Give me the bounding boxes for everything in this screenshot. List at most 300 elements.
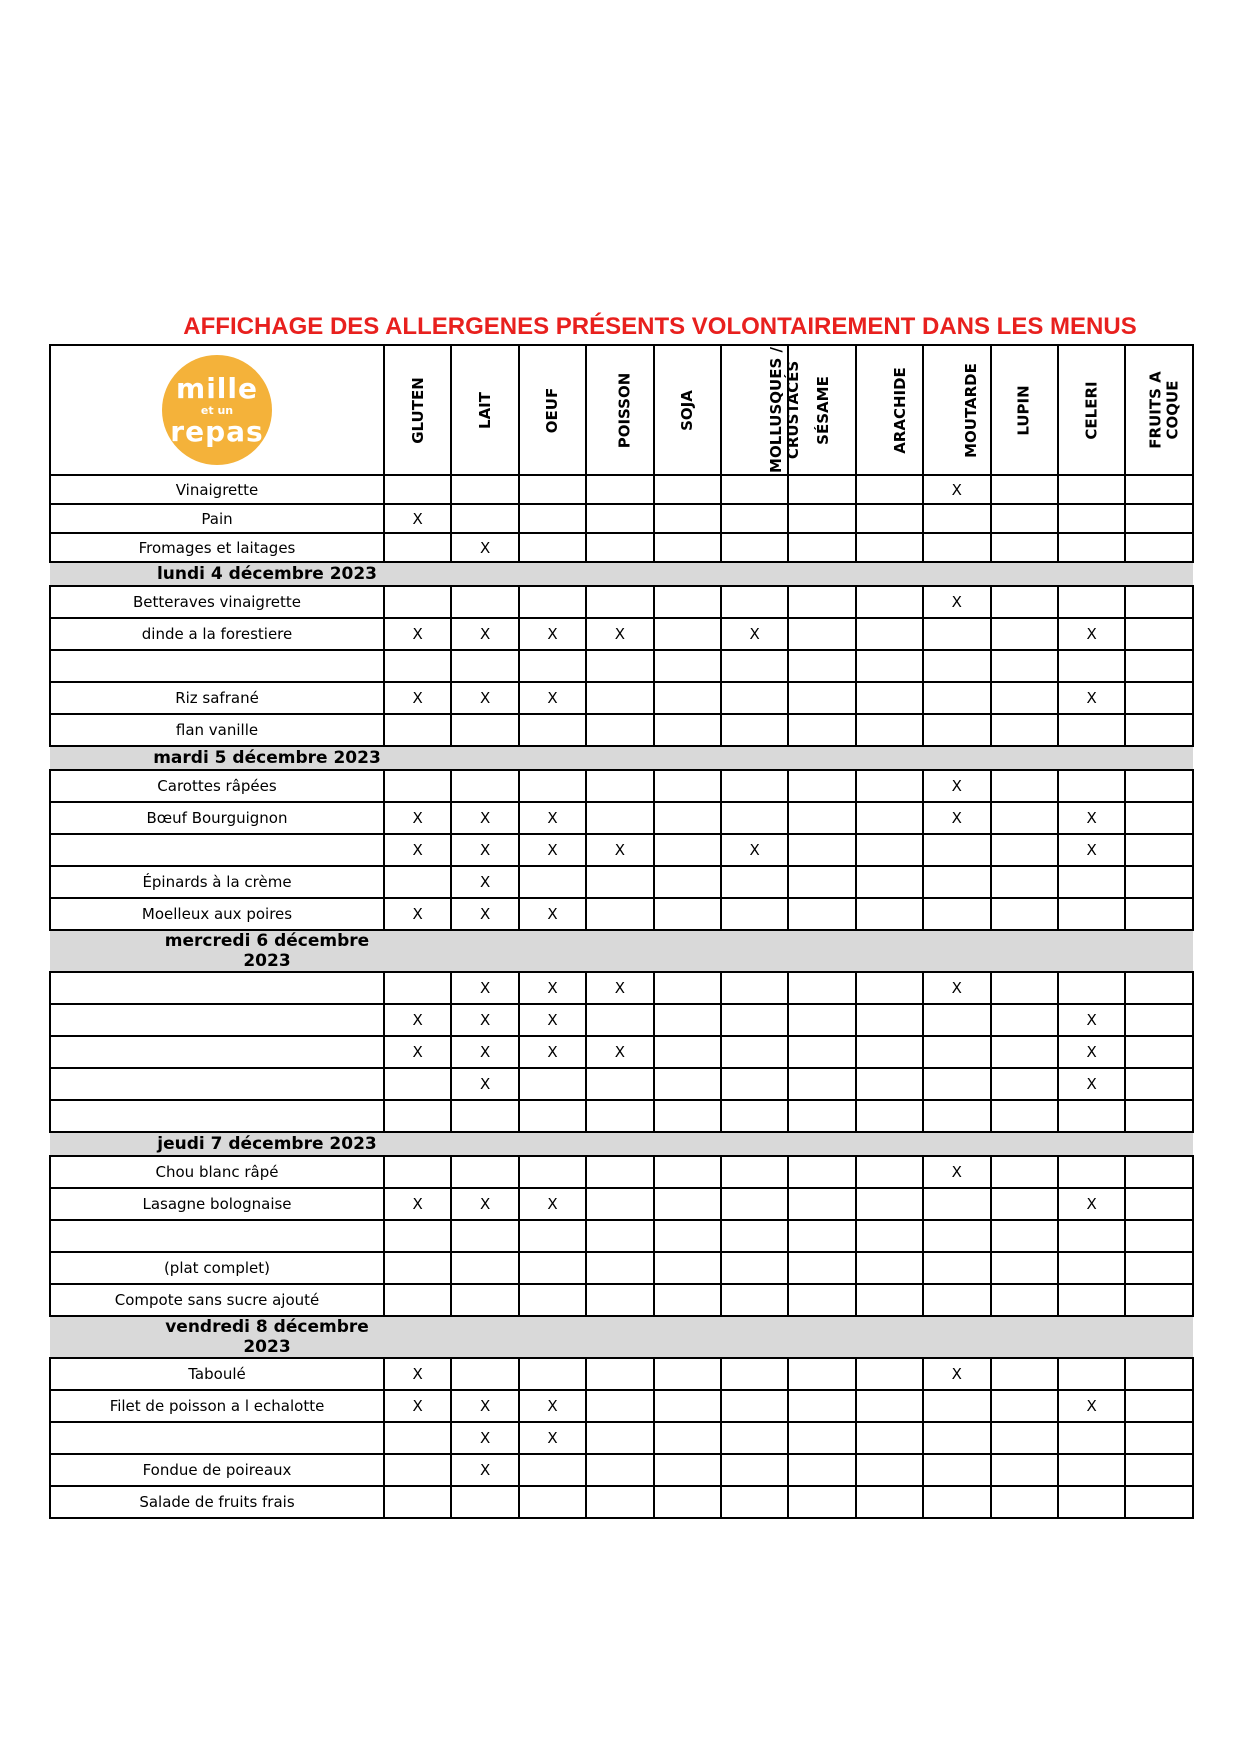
allergen-cell [856,682,923,714]
allergen-cell [654,1284,721,1316]
allergen-cell: X [451,682,518,714]
allergen-cell [788,1004,855,1036]
table-row [50,1454,1193,1486]
day-header [50,930,1193,972]
dish-name [50,1004,384,1036]
allergen-cell [519,1252,586,1284]
allergen-cell [519,504,586,533]
allergen-cell: X [586,1036,653,1068]
allergen-cell [1058,504,1125,533]
allergen-cell [586,682,653,714]
allergen-cell: X [451,618,518,650]
allergen-header-label [1016,385,1033,435]
allergen-cell [788,533,855,562]
allergen-cell [721,1486,788,1518]
allergen-cell [384,972,451,1004]
allergen-cell [654,1036,721,1068]
allergen-header-line: ARACHIDE [890,367,909,454]
allergen-cell [788,1220,855,1252]
allergen-cell [991,770,1058,802]
allergen-cell [788,1188,855,1220]
allergen-cell [519,475,586,504]
allergen-header-label [815,376,832,445]
day-header-row [50,1132,1193,1156]
allergen-cell [991,504,1058,533]
allergen-cell [788,504,855,533]
logo-text-mille: mille [176,371,258,405]
allergen-cell [788,1156,855,1188]
allergen-cell [856,1068,923,1100]
table-row [50,898,1193,930]
allergen-cell [519,1454,586,1486]
allergen-cell [923,1100,990,1132]
allergen-cell: X [451,533,518,562]
allergen-cell [1058,714,1125,746]
allergen-cell [384,770,451,802]
table-row [50,1486,1193,1518]
allergen-cell [856,586,923,618]
table-row [50,802,1193,834]
allergen-cell [384,1486,451,1518]
allergen-cell [586,1358,653,1390]
allergen-cell [654,1454,721,1486]
allergen-cell: X [451,972,518,1004]
allergen-cell [451,1156,518,1188]
allergen-cell [1058,1358,1125,1390]
allergen-cell [721,770,788,802]
allergen-header-label [616,373,633,449]
allergen-cell [721,898,788,930]
allergen-cell [1125,1004,1192,1036]
allergen-cell: X [519,1188,586,1220]
allergen-cell [991,866,1058,898]
allergen-cell [991,1422,1058,1454]
allergen-cell [788,1100,855,1132]
allergen-cell [788,586,855,618]
dish-name: flan vanille [50,714,384,746]
dish-name: Moelleux aux poires [50,898,384,930]
allergen-cell [586,504,653,533]
allergen-header-line: OEUF [542,387,561,434]
allergen-cell [586,1220,653,1252]
allergen-cell [788,1252,855,1284]
day-label: jeudi 7 décembre 2023 [157,1134,377,1154]
table-row [50,1252,1193,1284]
allergen-cell [1058,1454,1125,1486]
allergen-cell [1058,1284,1125,1316]
allergen-cell [721,586,788,618]
allergen-cell [788,650,855,682]
allergen-cell: X [519,898,586,930]
dish-name [50,1100,384,1132]
allergen-cell [1058,1100,1125,1132]
allergen-cell [788,1390,855,1422]
allergen-header-line: SOJA [677,390,696,431]
allergen-cell [856,866,923,898]
allergen-cell: X [451,1188,518,1220]
allergen-cell [654,504,721,533]
allergen-cell: X [1058,1036,1125,1068]
allergen-cell: X [1058,1390,1125,1422]
allergen-cell [654,586,721,618]
allergen-cell: X [384,802,451,834]
allergen-cell [991,1358,1058,1390]
dish-name [50,650,384,682]
day-label: mardi 5 décembre 2023 [153,748,381,768]
dish-name [50,1068,384,1100]
table-row [50,1358,1193,1390]
allergen-cell [721,1422,788,1454]
allergen-cell [1058,770,1125,802]
allergen-cell [451,650,518,682]
allergen-cell [654,1004,721,1036]
allergen-cell [923,1390,990,1422]
allergen-cell [991,834,1058,866]
allergen-cell: X [384,898,451,930]
allergen-cell [654,1486,721,1518]
allergen-cell [721,714,788,746]
allergen-cell [654,1252,721,1284]
allergen-cell: X [1058,834,1125,866]
allergen-cell [586,1284,653,1316]
allergen-cell [1125,650,1192,682]
dish-name: Filet de poisson a l echalotte [50,1390,384,1422]
allergen-cell [1125,1220,1192,1252]
allergen-header-line: CELERI [1082,381,1101,440]
allergen-cell: X [451,1036,518,1068]
allergen-cell [384,533,451,562]
allergen-cell [1125,504,1192,533]
allergen-cell [923,1284,990,1316]
allergen-cell [721,802,788,834]
table-row [50,1284,1193,1316]
allergen-cell [586,714,653,746]
allergen-header-9 [991,345,1058,475]
allergen-cell [586,802,653,834]
allergen-cell [991,1188,1058,1220]
allergen-cell [1058,866,1125,898]
allergen-cell [654,834,721,866]
dish-name: Salade de fruits frais [50,1486,384,1518]
allergen-cell [856,1284,923,1316]
allergen-cell [788,475,855,504]
logo-text-et-un: et un [200,403,234,417]
allergen-cell: X [384,682,451,714]
allergen-cell [991,1220,1058,1252]
day-header [50,746,1193,770]
allergen-cell [384,1220,451,1252]
dish-name: Bœuf Bourguignon [50,802,384,834]
allergen-cell [788,834,855,866]
allergen-cell: X [384,1036,451,1068]
allergen-cell: X [586,834,653,866]
allergen-cell [923,898,990,930]
allergen-cell [856,1358,923,1390]
allergen-cell [1058,898,1125,930]
allergen-cell [923,618,990,650]
allergen-cell: X [1058,802,1125,834]
allergen-cell [923,1188,990,1220]
allergen-cell [586,1004,653,1036]
allergen-cell: X [519,618,586,650]
allergen-cell [856,1036,923,1068]
allergen-cell [923,866,990,898]
allergen-cell [654,1390,721,1422]
allergen-cell [1125,618,1192,650]
table-row [50,972,1193,1004]
allergen-cell [1125,802,1192,834]
allergen-cell [1125,1100,1192,1132]
allergen-header-2 [519,345,586,475]
allergen-cell [1058,1220,1125,1252]
table-row [50,1188,1193,1220]
allergen-cell [519,714,586,746]
allergen-cell [721,1004,788,1036]
table-row [50,533,1193,562]
allergen-cell [519,533,586,562]
allergen-cell [788,866,855,898]
allergen-cell [856,1390,923,1422]
allergen-cell [721,866,788,898]
allergen-cell [519,586,586,618]
allergen-cell [991,586,1058,618]
allergen-cell: X [519,834,586,866]
dish-name: Épinards à la crème [50,866,384,898]
allergen-cell: X [1058,682,1125,714]
table-row [50,618,1193,650]
allergen-cell [856,1188,923,1220]
dish-name: Pain [50,504,384,533]
allergen-cell [1058,972,1125,1004]
allergen-cell [991,1068,1058,1100]
allergen-cell [384,1284,451,1316]
day-header [50,1316,1193,1358]
allergen-cell [856,1486,923,1518]
allergen-cell [654,1422,721,1454]
allergen-cell [1125,1284,1192,1316]
allergen-cell [923,1220,990,1252]
allergen-cell [519,1068,586,1100]
allergen-cell [923,1422,990,1454]
allergen-cell: X [586,618,653,650]
allergen-cell [991,1486,1058,1518]
allergen-cell [721,533,788,562]
allergen-cell [586,1422,653,1454]
allergen-cell [991,898,1058,930]
allergen-cell [654,682,721,714]
allergen-cell [1125,834,1192,866]
allergen-cell [1058,475,1125,504]
allergen-cell [991,682,1058,714]
table-body [50,475,1193,1518]
allergen-cell [991,1390,1058,1422]
allergen-cell [721,1454,788,1486]
allergen-cell: X [519,682,586,714]
allergen-cell [721,504,788,533]
table-row [50,1068,1193,1100]
allergen-cell [384,866,451,898]
day-header-row [50,746,1193,770]
allergen-cell: X [384,1358,451,1390]
allergen-header-10 [1058,345,1125,475]
allergen-cell [586,650,653,682]
allergen-cell [1058,650,1125,682]
allergen-cell [586,586,653,618]
table-row [50,1036,1193,1068]
allergen-cell [519,650,586,682]
mille-et-un-repas-logo [162,355,272,465]
allergen-cell [721,1358,788,1390]
allergen-header-5 [721,345,802,475]
allergen-cell [856,1252,923,1284]
dish-name: Carottes râpées [50,770,384,802]
allergen-cell [1125,1068,1192,1100]
allergen-cell: X [923,1156,990,1188]
allergen-cell [923,533,990,562]
allergen-cell: X [923,802,990,834]
dish-name: Compote sans sucre ajouté [50,1284,384,1316]
allergen-cell [991,1156,1058,1188]
allergen-cell [384,650,451,682]
allergen-cell [654,1358,721,1390]
table-row [50,1004,1193,1036]
allergen-cell [1125,770,1192,802]
allergen-cell [788,1068,855,1100]
allergen-cell: X [519,1422,586,1454]
allergen-cell [1125,1454,1192,1486]
day-label: mercredi 6 décembre 2023 [164,931,370,971]
allergen-cell: X [923,475,990,504]
allergen-header-line: MOUTARDE [962,363,981,458]
allergen-cell [856,1454,923,1486]
allergen-cell [654,1220,721,1252]
allergen-header-line: FRUITS A [1147,371,1166,449]
allergen-cell [519,1220,586,1252]
allergen-cell [654,1156,721,1188]
allergen-cell: X [451,866,518,898]
allergen-cell [923,1004,990,1036]
allergen-cell [1058,1252,1125,1284]
table-row [50,1390,1193,1422]
allergen-cell [721,1036,788,1068]
table-row [50,1156,1193,1188]
allergen-cell [1125,714,1192,746]
allergen-header-label [768,347,802,473]
allergen-header-line: MOLLUSQUES / [766,347,785,473]
allergen-cell [1125,1156,1192,1188]
allergen-cell [654,1100,721,1132]
allergen-cell [991,714,1058,746]
table-row [50,586,1193,618]
allergen-cell [586,1486,653,1518]
allergen-cell: X [923,586,990,618]
dish-name: Chou blanc râpé [50,1156,384,1188]
allergen-cell [1125,1486,1192,1518]
table-row [50,475,1193,504]
allergen-cell [856,802,923,834]
allergen-cell: X [923,770,990,802]
allergen-cell [856,1156,923,1188]
allergen-header-line: SÉSAME [814,376,833,445]
allergen-cell: X [1058,1068,1125,1100]
allergen-cell [1125,1252,1192,1284]
allergen-cell [923,682,990,714]
allergen-cell [654,898,721,930]
allergen-cell: X [721,618,788,650]
allergen-cell [586,1454,653,1486]
allergen-cell: X [451,802,518,834]
dish-name: Vinaigrette [50,475,384,504]
dish-name [50,1036,384,1068]
allergen-table [49,344,1194,1519]
allergen-cell [788,802,855,834]
allergen-cell: X [1058,1188,1125,1220]
allergen-header-label [410,377,427,444]
allergen-cell [586,1390,653,1422]
dish-name [50,1220,384,1252]
dish-name: Riz safrané [50,682,384,714]
allergen-cell [721,1390,788,1422]
allergen-cell [721,1220,788,1252]
allergen-cell [1125,972,1192,1004]
allergen-cell: X [923,1358,990,1390]
allergen-cell: X [451,834,518,866]
dish-name: Betteraves vinaigrette [50,586,384,618]
allergen-cell [991,650,1058,682]
allergen-cell [788,1284,855,1316]
allergen-header-4 [654,345,721,475]
allergen-cell [1125,586,1192,618]
allergen-cell [519,1284,586,1316]
allergen-header-1 [451,345,518,475]
allergen-cell: X [519,972,586,1004]
allergen-cell [1058,1156,1125,1188]
allergen-cell [991,618,1058,650]
allergen-header-label [477,392,494,429]
allergen-cell [586,1100,653,1132]
table-row [50,650,1193,682]
allergen-cell: X [721,834,788,866]
allergen-cell [856,1422,923,1454]
allergen-cell [856,1100,923,1132]
allergen-cell [991,802,1058,834]
allergen-cell [654,1188,721,1220]
allergen-cell [586,533,653,562]
allergen-cell [991,972,1058,1004]
allergen-cell: X [451,1454,518,1486]
header-row [50,345,1193,475]
allergen-cell: X [384,1004,451,1036]
allergen-cell: X [451,1068,518,1100]
allergen-cell [654,866,721,898]
allergen-cell [519,1100,586,1132]
allergen-cell [721,1156,788,1188]
allergen-header-11 [1125,345,1192,475]
dish-name [50,972,384,1004]
allergen-header-line: GLUTEN [408,377,427,444]
allergen-cell [384,1454,451,1486]
allergen-cell [654,714,721,746]
allergen-cell [923,714,990,746]
table-row [50,834,1193,866]
allergen-header-label [892,367,909,454]
allergen-cell: X [384,1390,451,1422]
allergen-cell [451,1100,518,1132]
allergen-cell [1125,475,1192,504]
allergen-cell [788,1486,855,1518]
day-label: lundi 4 décembre 2023 [156,564,378,584]
allergen-cell [721,650,788,682]
